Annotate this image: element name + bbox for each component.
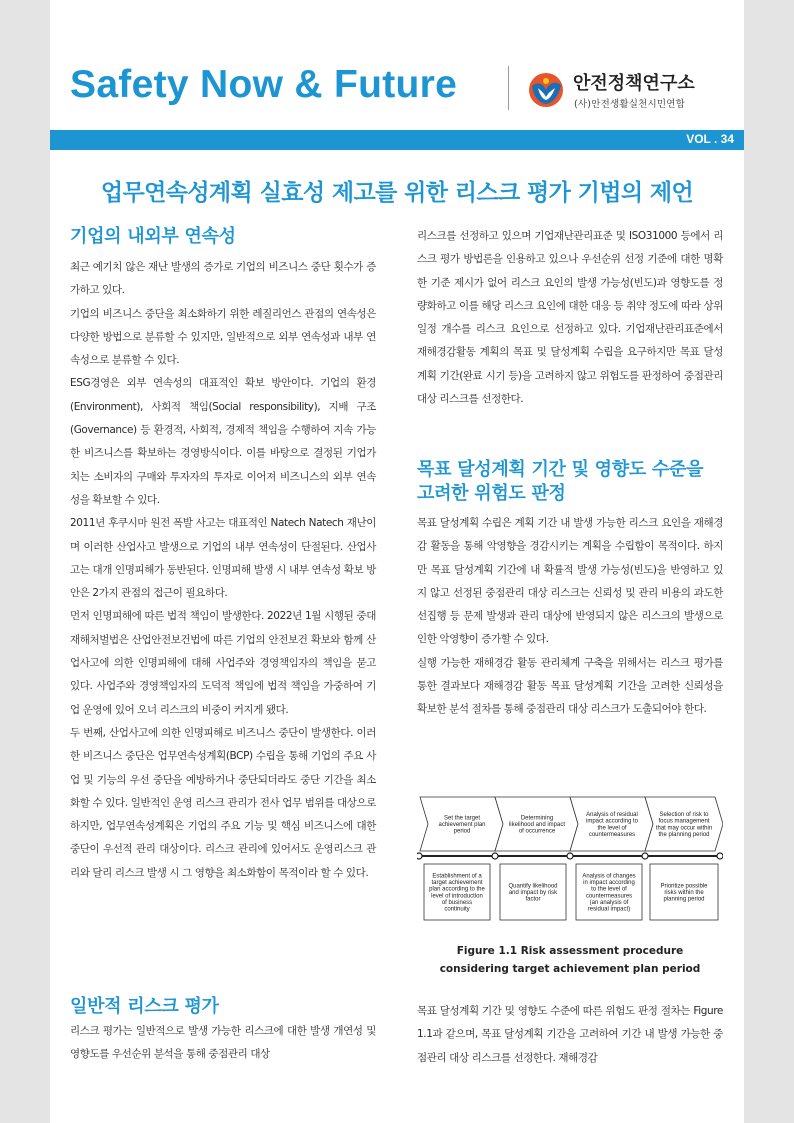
section-heading-target-period: 목표 달성계획 기간 및 영향도 수준을 고려한 위험도 판정 [417,459,704,504]
magazine-title: Safety Now & Future [70,63,458,106]
paragraph: 기업의 비즈니스 중단을 최소화하기 위한 레질리언스 관점의 연속성은 다양한 방법으로 분류할 수 있지만, 일반적으로 외부 연속성과 내부 연속성으로 분류할 수 있다. [70,307,376,367]
timeline-marker [492,853,498,859]
timeline-marker [717,853,723,859]
detail-label: Quantify likelihood and impact by risk factor [508,883,558,903]
header-divider [508,66,509,110]
step-label: Determining likelihood and impact of occurrence [508,815,566,835]
paragraph: 목표 달성계획 수립은 계획 기간 내 발생 가능한 리스크 요인을 재해경감 활동을 통해 악영향을 경감시키는 계획을 수립함이 목적이다. 하지만 목표 달성계획 기간에 내 확률적 발생 가능성(빈도)을 반영하고 있지 않고 선정된 중점관리 대상 리스크는 신뢰성 및 관리 비용의 과도한 선집행 등 문제 발생과 관리 대상에 반영되지 않은 리스크의 발생으로 인한 악영향이 증가할 수 있다. [417,517,723,646]
section-continuity-body [70,256,376,885]
step-label: Analysis of residual impact according to the level of countermeasures [585,812,639,838]
detail-label: Prioritize possible risks within the planning period [660,883,708,903]
section-general-risk-body: 리스크 평가는 일반적으로 발생 가능한 리스크에 대한 발생 개연성 및 영향도를 우선순위 분석을 통해 중점관리 대상 [70,1025,376,1061]
detail-label: Establishment of a target achievement plan according to the level of introduction of business continuity [429,873,485,913]
timeline-marker [567,853,573,859]
paragraph: 2011년 후쿠시마 원전 폭발 사고는 대표적인 Natech Natech 재난이며 이러한 산업사고 발생으로 기업의 내부 연속성이 단절된다. 산업사고는 대개 인명피해가 동반된다. 인명피해 발생 시 내부 연속성 확보 방안은 2가지 관점의 접근이 필요하다. [70,517,376,600]
risk-procedure-figure [417,795,723,935]
paragraph: ESG경영은 외부 연속성의 대표적인 확보 방안이다. 기업의 환경(Environment), 사회적 책임(Social responsibility), 지배 구조(Governance) 등 환경적, 사회적, 경제적 책임을 수행하여 지속 가능한 비즈니스를 확보하는 경영방식이다. 이를 바탕으로 결정된 기업가치는 소비자의 구매와 투자자의 투자로 이어져 비즈니스의 외부 연속성을 확보할 수 있다. [70,377,376,506]
left-margin-strip [0,0,50,1123]
figure-caption [417,942,723,978]
paragraph: 최근 예기치 않은 재난 발생의 증가로 기업의 비즈니스 중단 횟수가 증가하고 있다. [70,261,376,297]
timeline-marker [642,853,648,859]
section-heading-general-risk: 일반적 리스크 평가 [70,996,219,1017]
caption-line-1: Figure 1.1 Risk assessment procedure [456,945,684,957]
volume-label: VOL . 34 [686,132,734,146]
org-name: 안전정책연구소 [573,73,695,94]
section-target-period-body-continued: 목표 달성계획 기간 및 영향도 수준에 따른 위험도 판정 절차는 Figure 1.1과 같으며, 목표 달성계획 기간을 고려하여 기간 내 발생 가능한 중점관리 대상 리스크를 선정한다. 재해경감 [417,1005,723,1064]
section-general-risk-body-continued: 리스크를 선정하고 있으며 기업재난관리표준 및 ISO31000 등에서 리스크 평가 방법론을 인용하고 있으나 우선순위 선정 기준에 대한 명확한 기준 제시가 없어 리스크 요인의 발생 가능성(빈도)과 영향도를 정량화하고 이를 해당 리스크 요인에 대한 대응 등 취약 정도에 따라 상위 일정 개수를 리스크 요인으로 선정하고 있다. 기업재난관리표준에서 재해경감활동 계획의 목표 및 달성계획 수립을 요구하지만 목표 달성계획 기간(완료 시기 등)을 고려하지 않고 위험도를 판정하여 중점관리 대상 리스크를 선정한다. [417,230,723,406]
step-label: Set the target achievement plan period [438,815,486,835]
org-subtitle: (사)안전생활실천시민연합 [574,99,685,110]
caption-line-2: considering target achievement plan period [439,963,701,975]
page-content [50,0,744,1123]
paragraph: 먼저 인명피해에 따른 법적 책임이 발생한다. 2022년 1월 시행된 중대재해처벌법은 산업안전보건법에 따른 기업의 안전보건 확보와 함께 산업사고에 의한 인명피해에 대해 사업주와 경영책임자의 책임을 묻고 있다. 사업주와 경영책임자의 도덕적 책임에 법적 책임을 가중하여 기업 운영에 있어 오너 리스크의 비중이 커지게 됐다. [70,610,376,716]
volume-bar [50,130,744,150]
institute-logo-icon [528,72,564,108]
timeline-marker [417,853,422,859]
section-target-period-body [417,512,723,722]
right-margin-strip [744,0,794,1123]
paragraph: 두 번째, 산업사고에 의한 인명피해로 비즈니스 중단이 발생한다. 이러한 비즈니스 중단은 업무연속성계획(BCP) 수립을 통해 기업의 주요 사업 및 기능의 우선 중단을 예방하거나 중단되더라도 중단 기간을 최소화할 수 있다. 일반적인 운영 리스크 관리가 전사 업무 범위를 대상으로 하지만, 업무연속성계획은 기업의 주요 기능 및 핵심 비즈니스에 대한 중단이 우선적 관리 대상이다. 리스크 관리에 있어서도 운영리스크 관리와 달리 리스크 발생 시 그 영향을 최소화함이 목적이라 할 수 있다. [70,726,376,879]
section-heading-continuity: 기업의 내외부 연속성 [70,226,236,247]
detail-label: Analysis of changes in impact according to the level of countermeasures (an analysis of residual impact) [582,873,636,913]
article-title: 업무연속성계획 실효성 제고를 위한 리스크 평가 기법의 제언 [100,180,694,206]
paragraph: 실행 가능한 재해경감 활동 관리체계 구축을 위해서는 리스크 평가를 통한 결과보다 재해경감 활동 목표 달성계획 기간을 고려한 신뢰성을 확보한 분석 절차를 통해 중점관리 대상 리스크가 도출되어야 한다. [417,656,723,716]
step-label: Selection of risk to focus management that may occur within the planning period [655,812,713,838]
